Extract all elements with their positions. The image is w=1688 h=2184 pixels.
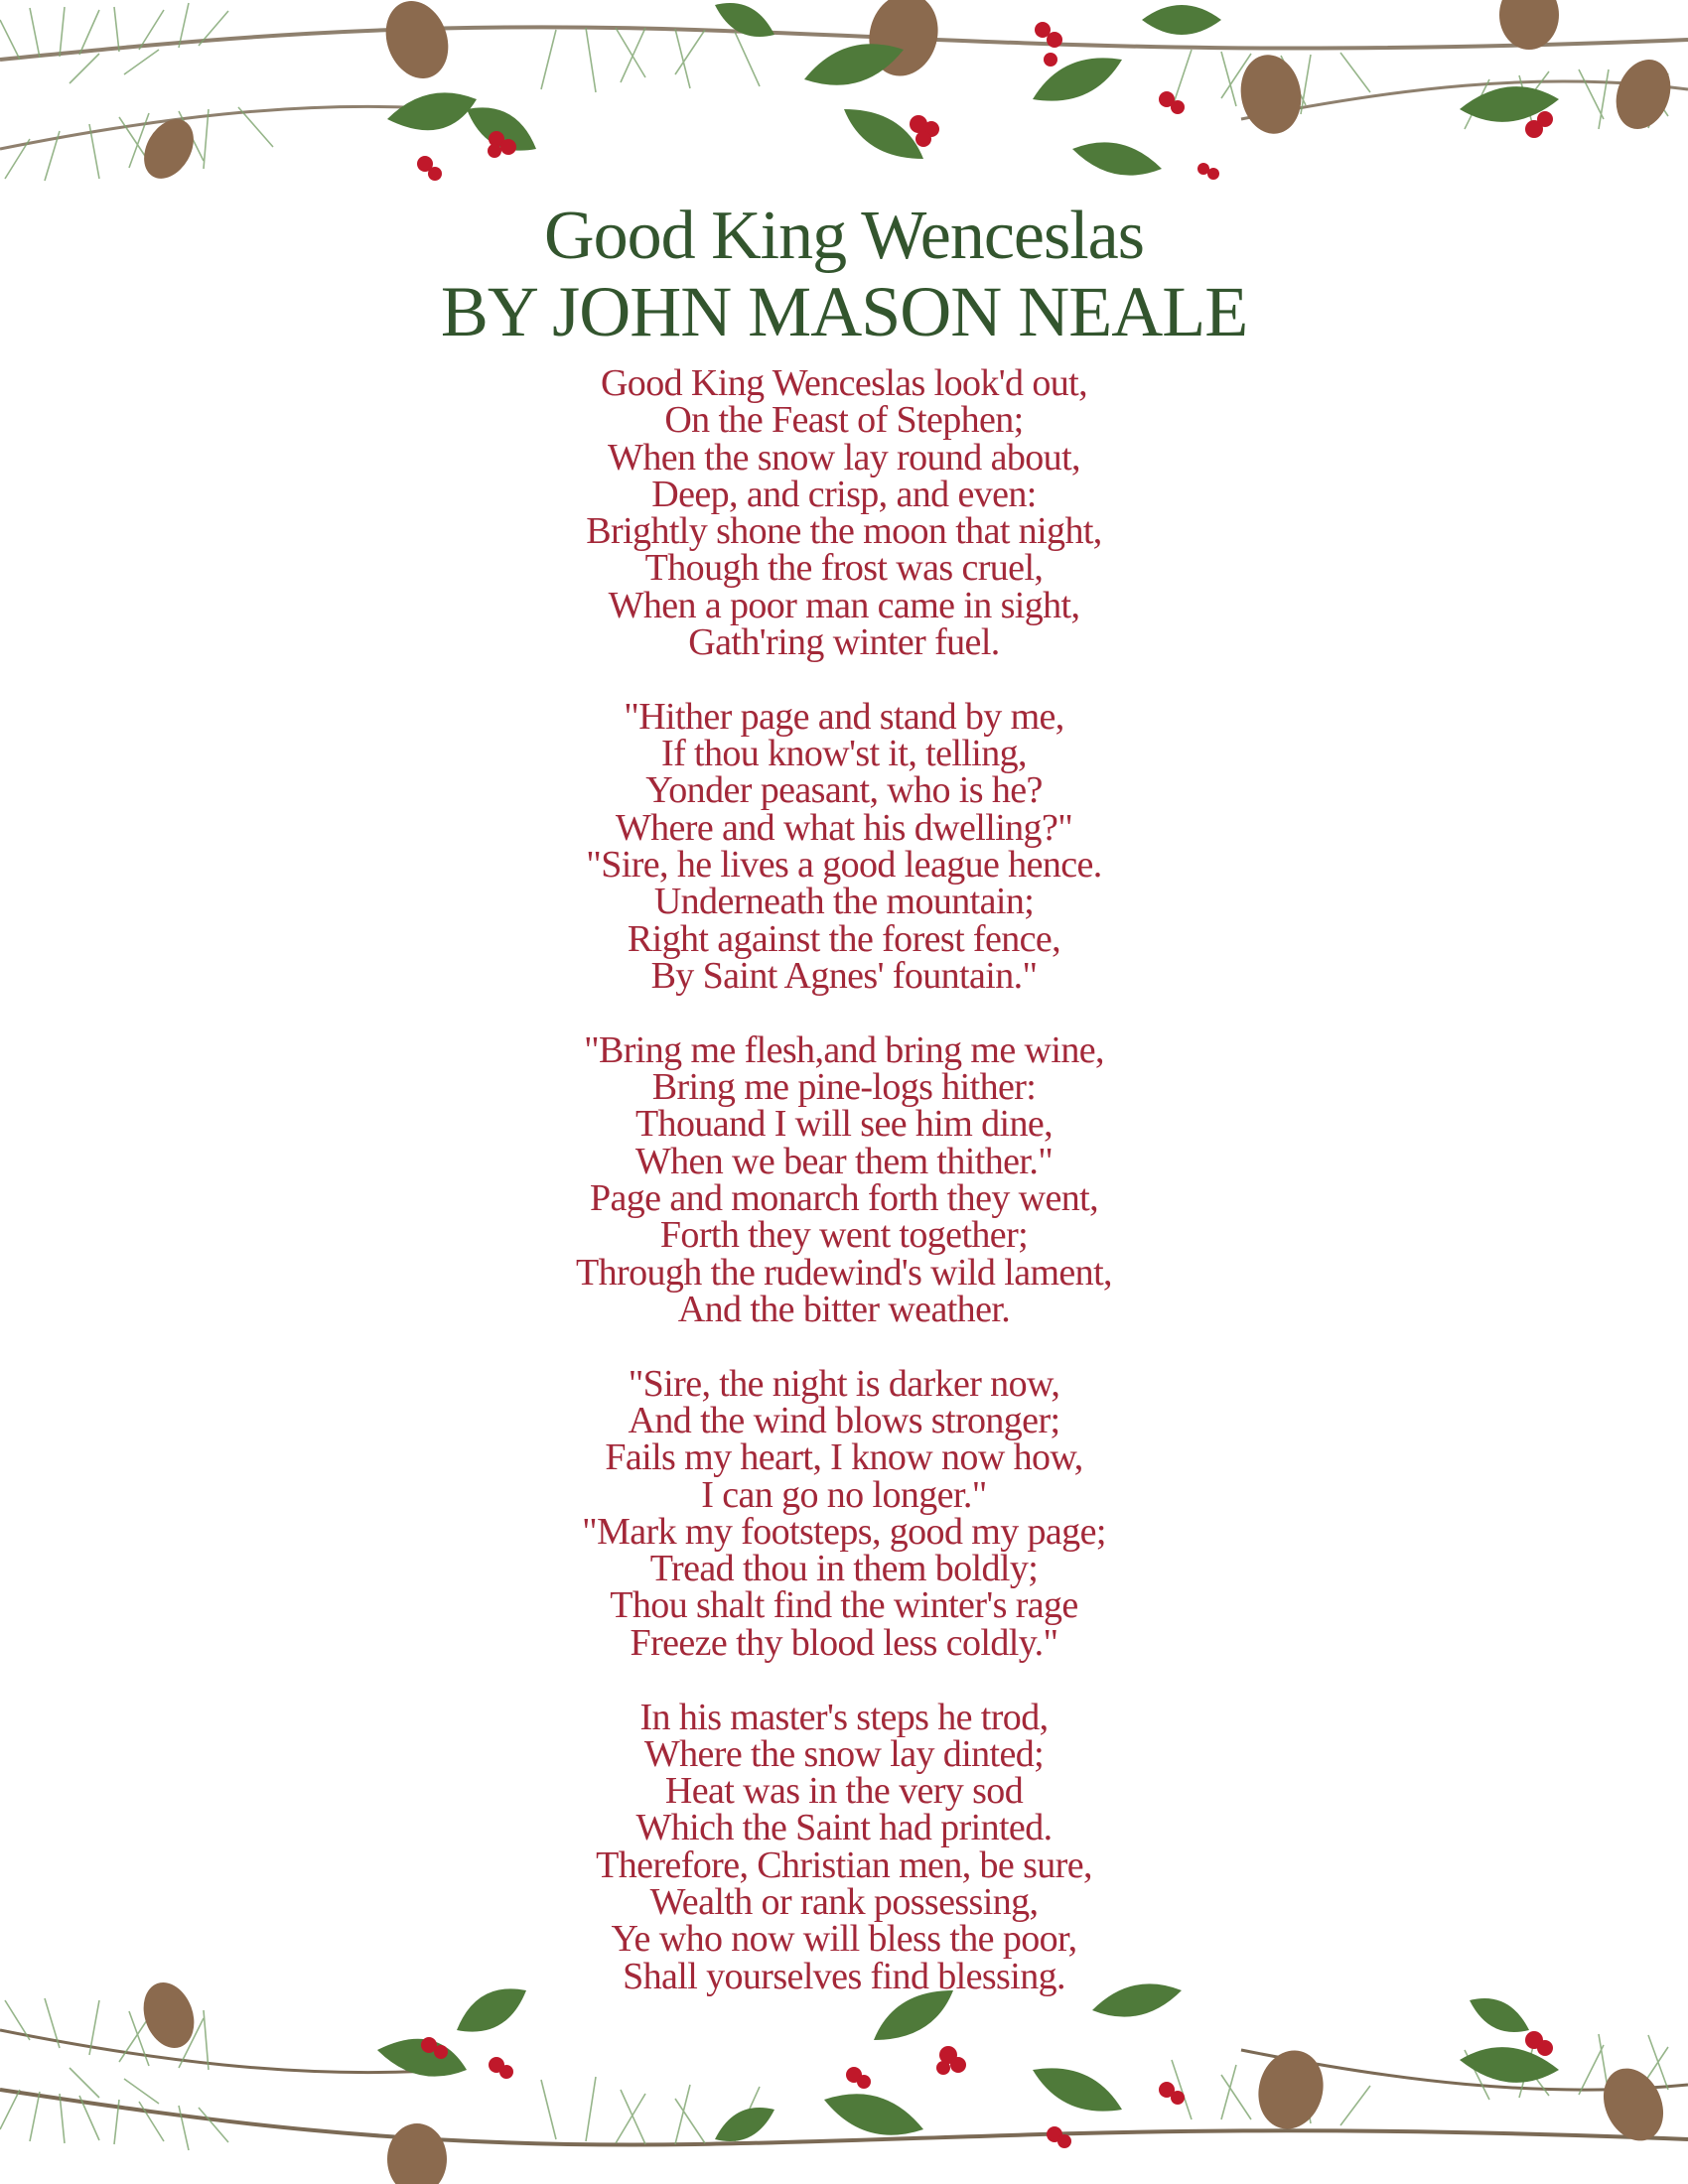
- poem-line: "Bring me flesh,and bring me wine,: [584, 1028, 1104, 1071]
- poem-line: "Hither page and stand by me,: [624, 695, 1064, 738]
- pinecone-icon: [134, 0, 1680, 188]
- poem-line: Thouand I will see him dine,: [634, 1103, 1054, 1146]
- poem-line: "Sire, he lives a good league hence.: [586, 844, 1102, 887]
- poem-line: "Mark my footsteps, good my page;: [582, 1510, 1106, 1553]
- poem-line: If thou know'st it, telling,: [661, 733, 1027, 775]
- pine-branch-icon: [0, 1971, 1688, 2184]
- poem-line: Fails my heart, I know now how,: [605, 1436, 1083, 1479]
- page-title: Good King Wenceslas: [544, 198, 1144, 274]
- poem-line: Wealth or rank possessing,: [649, 1880, 1039, 1923]
- pine-branch-icon: [0, 0, 1688, 213]
- poem-body: [348, 362, 1340, 2032]
- poem-line: When a poor man came in sight,: [608, 584, 1080, 626]
- poem-line: Forth they went together;: [659, 1214, 1029, 1257]
- poem-line: Which the Saint had printed.: [635, 1807, 1053, 1849]
- poem-line: On the Feast of Stephen;: [664, 399, 1024, 442]
- poem-line: Gath'ring winter fuel.: [688, 621, 1000, 664]
- bottom-garland: [0, 1971, 1688, 2184]
- poem-line: Though the frost was cruel,: [644, 547, 1044, 590]
- stanza: [348, 1028, 1340, 1330]
- poem-line: Thou shalt find the winter's rage: [610, 1584, 1078, 1627]
- poem-line: Deep, and crisp, and even:: [651, 473, 1037, 515]
- poem-line: When the snow lay round about,: [608, 436, 1080, 478]
- poem-line: Heat was in the very sod: [664, 1770, 1024, 1813]
- poem-line: Freeze thy blood less coldly.": [630, 1621, 1058, 1664]
- poem-line: Brightly shone the moon that night,: [586, 510, 1102, 553]
- stanza: [348, 362, 1340, 664]
- poem-line: Underneath the mountain;: [653, 881, 1035, 923]
- poem-line: I can go no longer.": [701, 1473, 987, 1516]
- poem-line: Yonder peasant, who is he?: [645, 769, 1043, 812]
- top-garland: [0, 0, 1688, 213]
- poem-line: Page and monarch forth they went,: [589, 1176, 1099, 1219]
- poem-line: Right against the forest fence,: [627, 917, 1061, 960]
- author-byline: BY JOHN MASON NEALE: [440, 272, 1248, 351]
- stanza: [348, 1362, 1340, 1664]
- poem-line: Bring me pine-logs hither:: [651, 1066, 1037, 1109]
- poem-line: Through the rudewind's wild lament,: [576, 1251, 1112, 1294]
- document-header: [0, 197, 1688, 351]
- poem-line: Tread thou in them boldly;: [649, 1548, 1039, 1590]
- berry-icon: [417, 22, 1553, 181]
- stanza: [348, 695, 1340, 997]
- poem-line: Where and what his dwelling?": [615, 806, 1073, 849]
- poem-line: And the bitter weather.: [677, 1288, 1011, 1330]
- poem-line: When we bear them thither.": [634, 1140, 1054, 1182]
- poem-line: In his master's steps he trod,: [639, 1696, 1049, 1738]
- holly-icon: [377, 1983, 1559, 2141]
- poem-line: Shall yourselves find blessing.: [623, 1955, 1065, 1997]
- poem-line: "Sire, the night is darker now,: [628, 1362, 1060, 1405]
- poem-line: Ye who now will bless the poor,: [611, 1918, 1077, 1961]
- poem-line: By Saint Agnes' fountain.": [650, 954, 1038, 997]
- poem-line: Therefore, Christian men, be sure,: [596, 1843, 1092, 1886]
- poem-line: Good King Wenceslas look'd out,: [600, 362, 1088, 404]
- poem-line: Where the snow lay dinted;: [643, 1732, 1045, 1775]
- poem-line: And the wind blows stronger;: [628, 1399, 1060, 1441]
- stanza: [348, 1696, 1340, 1997]
